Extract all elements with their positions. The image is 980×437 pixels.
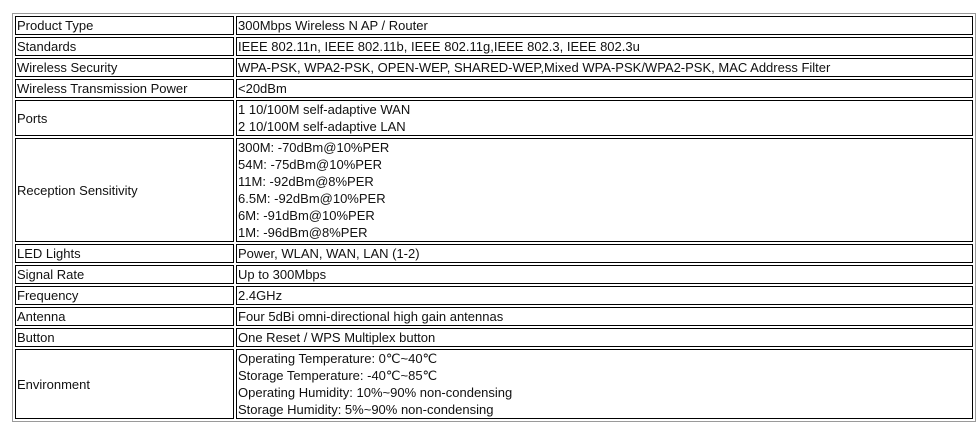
spec-value-line: Up to 300Mbps <box>238 267 327 282</box>
spec-value-line: Storage Temperature: -40℃~85℃ <box>238 368 438 383</box>
table-row <box>15 244 973 263</box>
spec-value-line: 300M: -70dBm@10%PER <box>238 140 390 155</box>
table-row <box>15 138 973 242</box>
table-row <box>15 58 973 77</box>
spec-value <box>236 16 973 35</box>
table-row <box>15 37 973 56</box>
spec-value <box>236 37 973 56</box>
spec-label: Antenna <box>15 307 234 326</box>
spec-label: Button <box>15 328 234 347</box>
table-row <box>15 79 973 98</box>
spec-table-container <box>12 13 976 422</box>
spec-table-body <box>15 16 973 419</box>
spec-value-line: <20dBm <box>238 81 287 96</box>
spec-value-line: 54M: -75dBm@10%PER <box>238 157 382 172</box>
spec-value <box>236 328 973 347</box>
spec-value-line: 2.4GHz <box>238 288 283 303</box>
spec-label: Standards <box>15 37 234 56</box>
spec-label: Ports <box>15 100 234 136</box>
table-row <box>15 286 973 305</box>
spec-value <box>236 58 973 77</box>
spec-value-line: Power, WLAN, WAN, LAN (1-2) <box>238 246 420 261</box>
table-row <box>15 307 973 326</box>
spec-label: Wireless Security <box>15 58 234 77</box>
spec-value <box>236 265 973 284</box>
spec-value <box>236 79 973 98</box>
spec-value <box>236 138 973 242</box>
spec-label: LED Lights <box>15 244 234 263</box>
spec-value-line: 11M: -92dBm@8%PER <box>238 174 374 189</box>
spec-value-line: WPA-PSK, WPA2-PSK, OPEN-WEP, SHARED-WEP,Mixed WPA-PSK/WPA2-PSK, MAC Address Filter <box>238 60 831 75</box>
spec-value-line: 300Mbps Wireless N AP / Router <box>238 18 428 33</box>
spec-label: Signal Rate <box>15 265 234 284</box>
table-row <box>15 328 973 347</box>
table-row <box>15 349 973 419</box>
table-row <box>15 16 973 35</box>
spec-value <box>236 100 973 136</box>
spec-value-line: 1M: -96dBm@8%PER <box>238 225 368 240</box>
spec-label: Product Type <box>15 16 234 35</box>
spec-label: Wireless Transmission Power <box>15 79 234 98</box>
spec-label: Reception Sensitivity <box>15 138 234 242</box>
spec-value-line: Operating Humidity: 10%~90% non-condensing <box>238 385 513 400</box>
spec-label: Frequency <box>15 286 234 305</box>
spec-value <box>236 286 973 305</box>
spec-value-line: Storage Humidity: 5%~90% non-condensing <box>238 402 494 417</box>
spec-value <box>236 307 973 326</box>
spec-label: Environment <box>15 349 234 419</box>
spec-value <box>236 244 973 263</box>
table-row <box>15 265 973 284</box>
spec-value-line: 6M: -91dBm@10%PER <box>238 208 375 223</box>
table-row <box>15 100 973 136</box>
spec-value-line: Four 5dBi omni-directional high gain antennas <box>238 309 504 324</box>
spec-value <box>236 349 973 419</box>
spec-value-line: IEEE 802.11n, IEEE 802.11b, IEEE 802.11g,IEEE 802.3, IEEE 802.3u <box>238 39 640 54</box>
spec-value-line: One Reset / WPS Multiplex button <box>238 330 436 345</box>
spec-value-line: 1 10/100M self-adaptive WAN <box>238 102 411 117</box>
spec-table <box>12 13 976 422</box>
spec-value-line: 2 10/100M self-adaptive LAN <box>238 119 406 134</box>
spec-value-line: Operating Temperature: 0℃~40℃ <box>238 351 438 366</box>
spec-value-line: 6.5M: -92dBm@10%PER <box>238 191 386 206</box>
